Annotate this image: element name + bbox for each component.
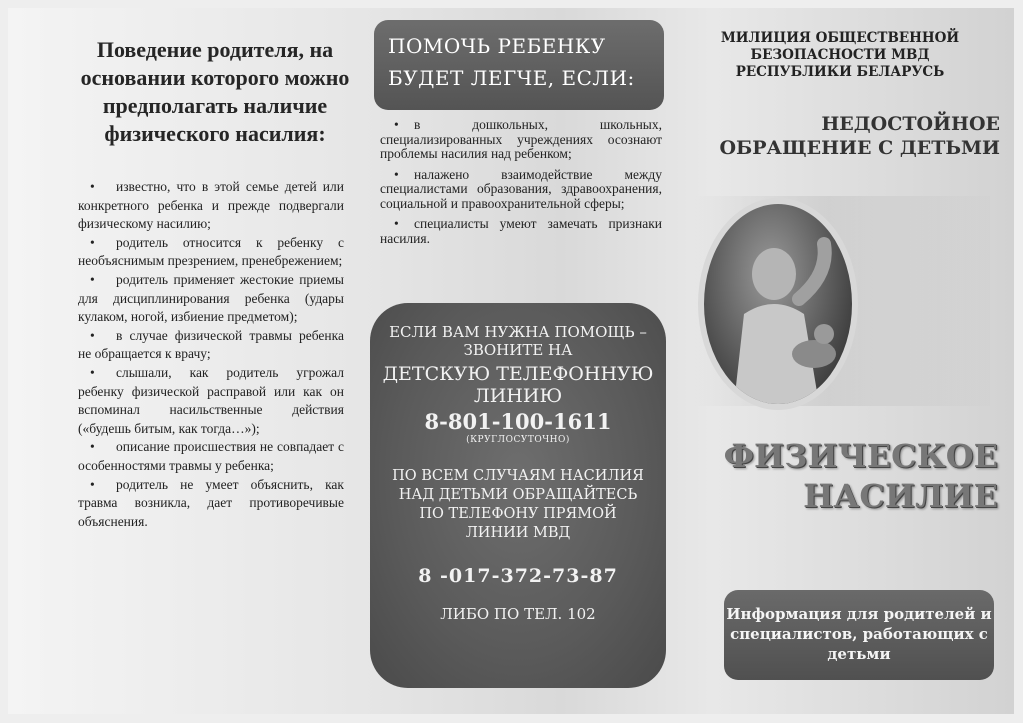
brochure-sheet	[8, 8, 1014, 714]
brochure-subject: НЕДОСТОЙНОЕ ОБРАЩЕНИЕ С ДЕТЬМИ	[719, 113, 1000, 159]
child-helpline-phone: 8-801-100-1611	[424, 409, 612, 434]
list-item: • описание происшествия не совпадает с особенностями травмы у ребенка;	[78, 439, 344, 473]
bullet-icon: •	[90, 234, 95, 250]
organization-name: МИЛИЦИЯ ОБЩЕСТВЕННОЙ БЕЗОПАСНОСТИ МВД РЕСПУБЛИКИ БЕЛАРУСЬ	[720, 30, 960, 80]
bullet-icon: •	[90, 364, 95, 380]
right-panel	[690, 8, 1014, 714]
bullet-icon: •	[90, 439, 95, 455]
helpline-hours: (КРУГЛОСУТОЧНО)	[466, 435, 570, 445]
list-item: • родитель относится к ребенку с необъяснимым презрением, пренебрежением;	[78, 234, 344, 269]
behavior-list	[78, 178, 344, 531]
bullet-icon: •	[90, 271, 95, 287]
list-item: • известно, что в этой семье детей или конкретного ребенка и прежде подвергали физическому насилию;	[78, 179, 344, 232]
emergency-phone: ЛИБО ПО ТЕЛ. 102	[440, 605, 596, 623]
left-panel	[8, 8, 360, 714]
help-conditions-header: ПОМОЧЬ РЕБЕНКУ БУДЕТ ЛЕГЧЕ, ЕСЛИ:	[374, 20, 664, 110]
helpline-box	[370, 303, 666, 688]
middle-panel	[360, 8, 690, 714]
list-item: • в дошкольных, школьных, специализированных учреждениях осознают проблемы насилия над ребенком;	[380, 117, 662, 161]
cover-photo	[698, 198, 858, 410]
bullet-icon: •	[90, 179, 95, 194]
photo-figure-icon	[704, 204, 852, 404]
main-title: ФИЗИЧЕСКОЕ НАСИЛИЕ	[723, 437, 998, 515]
list-item: • специалисты умеют замечать признаки насилия.	[380, 216, 662, 246]
bullet-icon: •	[394, 216, 399, 231]
audience-box: Информация для родителей и специалистов, работающих с детьми	[724, 590, 994, 680]
list-item: • слышали, как родитель угрожал ребенку физической расправой или как он вспоминал насильственные действия («будешь битым, как тогда…»);	[78, 364, 344, 436]
mvd-line-intro: ПО ВСЕМ СЛУЧАЯМ НАСИЛИЯ НАД ДЕТЬМИ ОБРАЩАЙТЕСЬ ПО ТЕЛЕФОНУ ПРЯМОЙ ЛИНИИ МВД	[392, 468, 644, 541]
bullet-icon: •	[90, 476, 95, 492]
bullet-icon: •	[394, 117, 399, 132]
conditions-list	[380, 118, 662, 252]
helpline-intro: ЕСЛИ ВАМ НУЖНА ПОМОЩЬ – ЗВОНИТЕ НА	[389, 323, 647, 359]
left-panel-title: Поведение родителя, на основании которого можно предполагать наличие физического насилия:	[80, 37, 350, 146]
list-item: • в случае физической травмы ребенка не обращается к врачу;	[78, 327, 344, 362]
list-item: • налажено взаимодействие между специалистами образования, здравоохранения, социальной и правоохранительной сферы;	[380, 166, 662, 211]
bullet-icon: •	[394, 166, 399, 182]
mvd-line-phone: 8 -017-372-73-87	[418, 565, 618, 587]
list-item: • родитель применяет жестокие приемы для дисциплинирования ребенка (удары кулаком, ногой, избиение предметом);	[78, 271, 344, 325]
bullet-icon: •	[90, 327, 95, 343]
helpline-name: ДЕТСКУЮ ТЕЛЕФОННУЮ ЛИНИЮ	[382, 363, 654, 407]
list-item: • родитель не умеет объяснить, как травма возникла, дает противоречивые объяснения.	[78, 476, 344, 529]
